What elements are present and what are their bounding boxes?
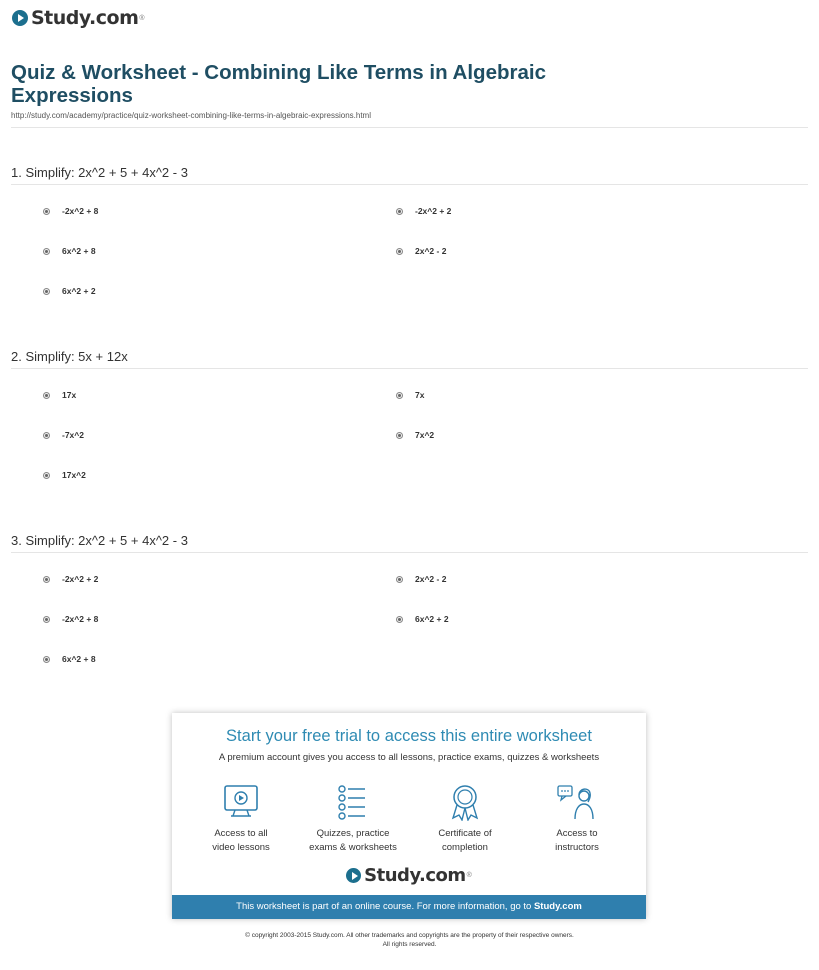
logo-trademark: ® <box>466 872 472 879</box>
option-label: 6x^2 + 2 <box>415 614 449 624</box>
option-label: 6x^2 + 8 <box>62 246 96 256</box>
radio-button-icon[interactable] <box>43 432 50 439</box>
answer-option[interactable] <box>396 574 446 584</box>
option-label: 7x^2 <box>415 430 435 440</box>
course-info-bar <box>172 895 646 919</box>
answer-option[interactable] <box>43 206 98 216</box>
answer-option[interactable] <box>43 246 96 256</box>
radio-button-icon[interactable] <box>396 208 403 215</box>
answer-option[interactable] <box>43 470 86 480</box>
radio-button-icon[interactable] <box>43 208 50 215</box>
course-info-text: This worksheet is part of an online course. For more information, go to <box>236 901 534 912</box>
feature-video-lessons <box>186 783 296 855</box>
logo-trademark: ® <box>139 14 145 22</box>
play-logo-icon <box>346 868 361 883</box>
option-label: -2x^2 + 2 <box>62 574 99 584</box>
certificate-ribbon-icon <box>445 783 485 821</box>
option-label: 2x^2 - 2 <box>415 574 447 584</box>
free-trial-promo <box>172 713 646 919</box>
option-label: -2x^2 + 8 <box>62 206 99 216</box>
answer-option[interactable] <box>396 246 446 256</box>
divider <box>11 184 808 185</box>
study-logo[interactable] <box>12 7 145 29</box>
page-url: http://study.com/academy/practice/quiz-worksheet-combining-like-terms-in-algebraic-expressions.html <box>11 111 371 120</box>
radio-button-icon[interactable] <box>43 472 50 479</box>
radio-button-icon[interactable] <box>396 432 403 439</box>
answer-option[interactable] <box>396 390 424 400</box>
feature-label: Quizzes, practice exams & worksheets <box>309 828 397 853</box>
option-label: -2x^2 + 8 <box>62 614 99 624</box>
radio-button-icon[interactable] <box>43 248 50 255</box>
divider <box>11 368 808 369</box>
answer-option[interactable] <box>396 430 434 440</box>
question-3: 3. Simplify: 2x^2 + 5 + 4x^2 - 3 <box>11 533 188 548</box>
answer-option[interactable] <box>43 614 98 624</box>
feature-label: Access to all video lessons <box>212 828 270 853</box>
promo-subheading: A premium account gives you access to all lessons, practice exams, quizzes & worksheets <box>218 752 600 763</box>
promo-logo-text: Study.com <box>364 865 466 886</box>
divider <box>11 127 808 128</box>
answer-option[interactable] <box>43 430 84 440</box>
radio-button-icon[interactable] <box>43 616 50 623</box>
answer-option[interactable] <box>43 574 98 584</box>
option-label: 2x^2 - 2 <box>415 246 447 256</box>
answer-option[interactable] <box>43 286 96 296</box>
play-logo-icon <box>12 10 28 26</box>
radio-button-icon[interactable] <box>43 392 50 399</box>
answer-option[interactable] <box>396 206 451 216</box>
option-label: 6x^2 + 8 <box>62 654 96 664</box>
question-1: 1. Simplify: 2x^2 + 5 + 4x^2 - 3 <box>11 165 188 180</box>
radio-button-icon[interactable] <box>396 248 403 255</box>
option-label: 17x <box>62 390 77 400</box>
option-label: -2x^2 + 2 <box>415 206 452 216</box>
radio-button-icon[interactable] <box>43 576 50 583</box>
answer-option[interactable] <box>396 614 449 624</box>
page-title: Quiz & Worksheet - Combining Like Terms in Algebraic Expressions <box>11 61 546 107</box>
feature-label: Access to instructors <box>555 828 599 853</box>
instructor-chat-icon <box>555 783 599 821</box>
feature-certificate <box>410 783 520 855</box>
video-screen-icon <box>221 783 261 821</box>
option-label: -7x^2 <box>62 430 84 440</box>
question-2: 2. Simplify: 5x + 12x <box>11 349 128 364</box>
divider <box>11 552 808 553</box>
option-label: 7x <box>415 390 425 400</box>
radio-button-icon[interactable] <box>396 616 403 623</box>
radio-button-icon[interactable] <box>43 288 50 295</box>
radio-button-icon[interactable] <box>43 656 50 663</box>
copyright <box>0 931 819 949</box>
logo-text: Study.com <box>31 7 139 29</box>
feature-label: Certificate of completion <box>438 828 492 853</box>
radio-button-icon[interactable] <box>396 392 403 399</box>
answer-option[interactable] <box>43 654 96 664</box>
radio-button-icon[interactable] <box>396 576 403 583</box>
study-link[interactable]: Study.com <box>533 901 582 912</box>
option-label: 6x^2 + 2 <box>62 286 96 296</box>
promo-study-logo[interactable] <box>172 865 646 886</box>
feature-instructors <box>522 783 632 855</box>
feature-quizzes <box>298 783 408 855</box>
promo-heading[interactable]: Start your free trial to access this entire worksheet <box>226 727 592 745</box>
answer-option[interactable] <box>43 390 76 400</box>
checklist-icon <box>333 783 373 821</box>
option-label: 17x^2 <box>62 470 86 480</box>
copyright-line: © copyright 2003-2015 Study.com. All other trademarks and copyrights are the property of their respective owners. <box>245 932 574 939</box>
copyright-line: All rights reserved. <box>382 941 437 948</box>
